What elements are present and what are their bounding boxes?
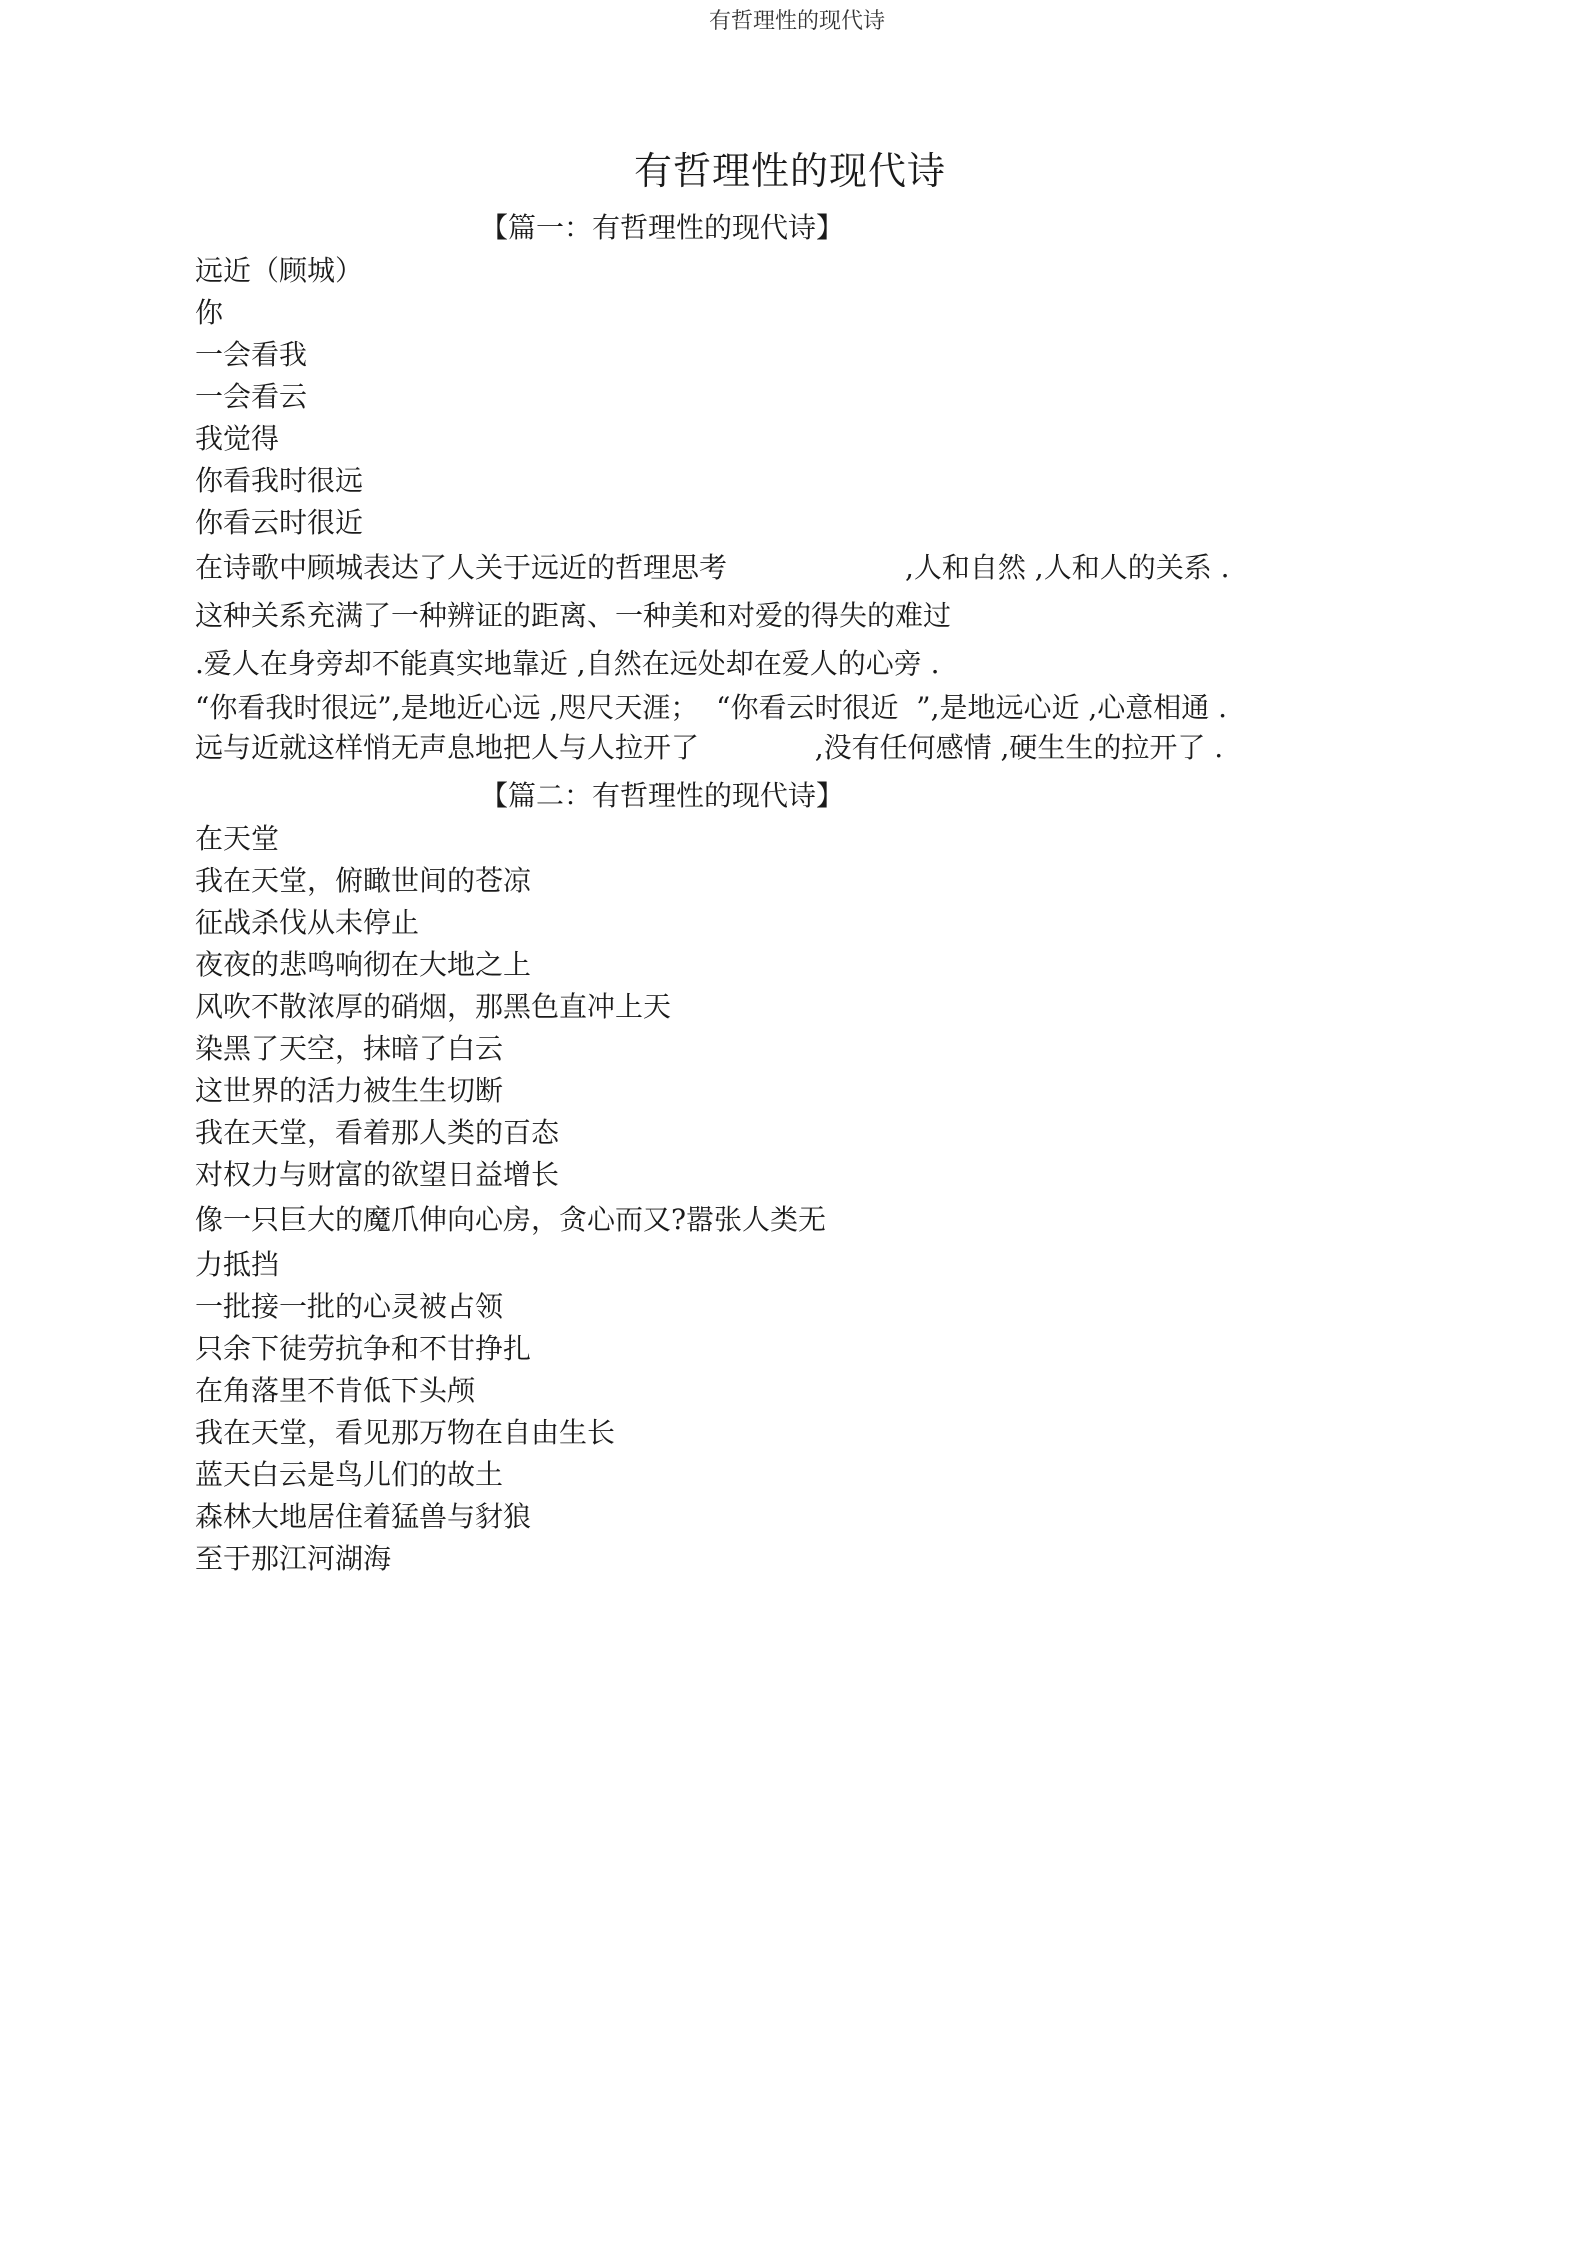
poem-line: 在天堂 [195, 822, 280, 855]
poem-line: 像一只巨大的魔爪伸向心房，贪心而又?嚣张人类无 [195, 1203, 827, 1236]
running-header: 有哲理性的现代诗 [708, 9, 885, 34]
poem-line: 远近（顾城） [195, 254, 364, 287]
commentary-1 [195, 544, 1395, 768]
poem-line: 只余下徒劳抗争和不甘挣扎 [195, 1332, 532, 1365]
poem-line: 我在天堂，看着那人类的百态 [195, 1116, 560, 1149]
poem-line: 森林大地居住着猛兽与豺狼 [195, 1500, 532, 1533]
poem-line: 我在天堂，看见那万物在自由生长 [195, 1416, 616, 1449]
prose-line: “你看我时很远”,是地近心远 ,咫尺天涯； “你看云时很近 ”,是地远心近 ,心意相通 . [195, 691, 1228, 724]
poem-line: 我在天堂，俯瞰世间的苍凉 [195, 864, 532, 897]
poem-2 [195, 818, 1395, 1580]
poem-line: 一会看我 [195, 338, 308, 371]
poem-line: 你看我时很远 [195, 464, 364, 497]
document-body [195, 206, 1395, 1580]
poem-line: 对权力与财富的欲望日益增长 [195, 1158, 560, 1191]
document-title: 有哲理性的现代诗 [633, 149, 946, 193]
poem-1 [195, 250, 1395, 544]
poem-line: 蓝天白云是鸟儿们的故土 [195, 1458, 504, 1491]
poem-line: 夜夜的悲鸣响彻在大地之上 [195, 948, 532, 981]
poem-line: 你看云时很近 [195, 506, 364, 539]
prose-line: 这种关系充满了一种辨证的距离、一种美和对爱的得失的难过 [195, 599, 952, 632]
section-heading-2: 【篇二：有哲理性的现代诗】 [480, 779, 845, 812]
poem-line: 征战杀伐从未停止 [195, 906, 420, 939]
poem-line: 我觉得 [195, 422, 280, 455]
poem-line: 你 [195, 296, 224, 329]
poem-line: 染黑了天空，抹暗了白云 [195, 1032, 504, 1065]
section-heading-1: 【篇一：有哲理性的现代诗】 [480, 211, 845, 244]
prose-line: .爱人在身旁却不能真实地靠近 ,自然在远处却在爱人的心旁 . [195, 647, 940, 680]
poem-line: 这世界的活力被生生切断 [195, 1074, 504, 1107]
poem-line: 一批接一批的心灵被占领 [195, 1290, 504, 1323]
prose-line: 在诗歌中顾城表达了人关于远近的哲理思考 ,人和自然 ,人和人的关系 . [195, 551, 1230, 584]
prose-line: 远与近就这样悄无声息地把人与人拉开了 ,没有任何感情 ,硬生生的拉开了 . [195, 731, 1224, 764]
poem-line: 力抵挡 [195, 1248, 280, 1281]
poem-line: 至于那江河湖海 [195, 1542, 392, 1575]
poem-line: 一会看云 [195, 380, 308, 413]
poem-line: 风吹不散浓厚的硝烟，那黑色直冲上天 [195, 990, 672, 1023]
poem-line: 在角落里不肯低下头颅 [195, 1374, 476, 1407]
